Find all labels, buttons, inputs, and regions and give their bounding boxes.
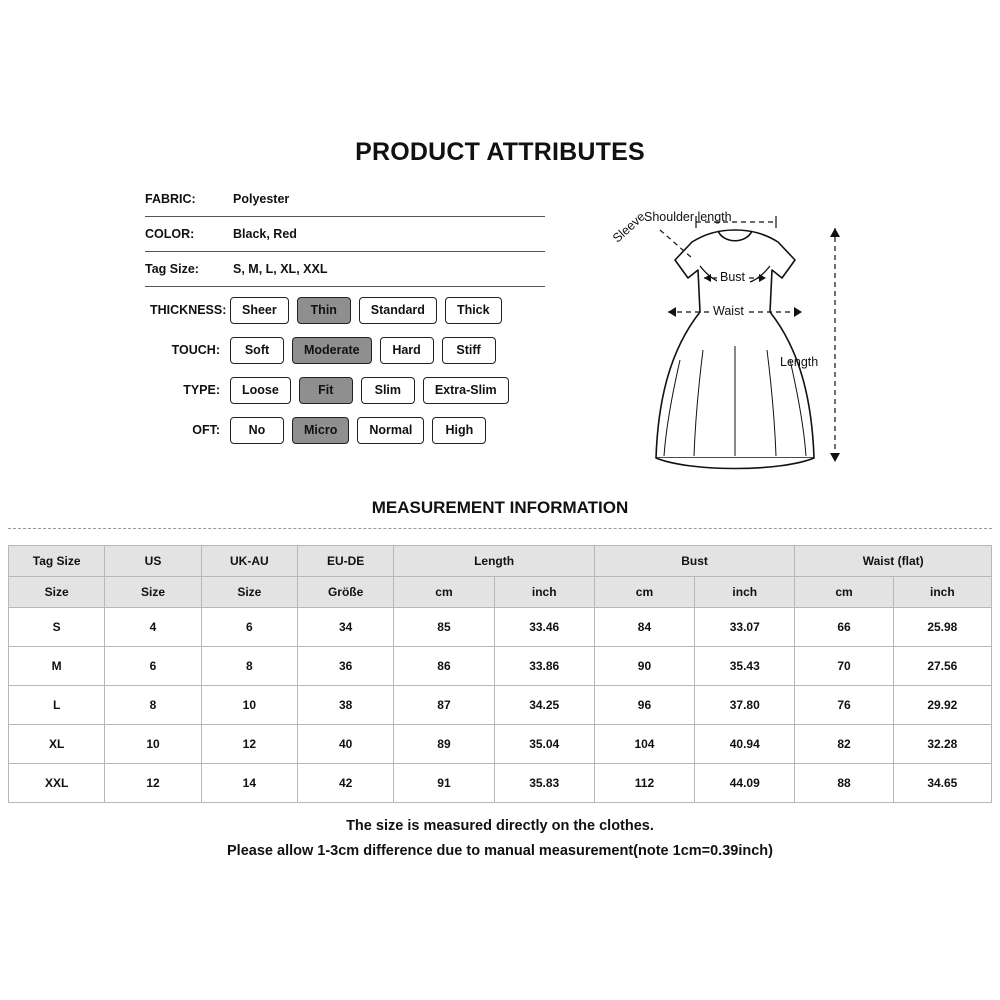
subheader-length-cm: cm: [394, 577, 494, 608]
subheader-waist-cm: cm: [795, 577, 893, 608]
cell: 34.65: [893, 764, 991, 803]
header-uk-au: UK-AU: [201, 546, 297, 577]
option-group-label: TYPE:: [183, 383, 220, 397]
option-group-oft: [150, 410, 570, 450]
measurement-note-2: Please allow 1-3cm difference due to manual measurement(note 1cm=0.39inch): [227, 843, 773, 859]
cell: 6: [105, 647, 201, 686]
dress-diagram: [600, 200, 870, 480]
cell: 34.25: [494, 686, 594, 725]
attribute-label: Tag Size:: [145, 262, 199, 276]
measurement-note-1: The size is measured directly on the clothes.: [346, 818, 654, 834]
table-row: [9, 608, 992, 647]
option-thickness-thin[interactable]: Thin: [297, 297, 351, 324]
cell: 8: [201, 647, 297, 686]
header-length: Length: [394, 546, 595, 577]
cell: 35.43: [695, 647, 795, 686]
cell: 25.98: [893, 608, 991, 647]
cell: 91: [394, 764, 494, 803]
subheader-bust-cm: cm: [594, 577, 694, 608]
option-oft-high[interactable]: High: [432, 417, 486, 444]
cell: XXL: [9, 764, 105, 803]
cell: 85: [394, 608, 494, 647]
cell: 4: [105, 608, 201, 647]
cell: 40.94: [695, 725, 795, 764]
option-group-label: OFT:: [192, 423, 220, 437]
cell: 33.46: [494, 608, 594, 647]
attribute-row: [145, 252, 545, 287]
table-row: [9, 764, 992, 803]
cell: 34: [297, 608, 393, 647]
diagram-label-sleeve: Sleeve: [610, 209, 648, 246]
option-oft-normal[interactable]: Normal: [357, 417, 424, 444]
option-type-loose[interactable]: Loose: [230, 377, 291, 404]
subheader-length-inch: inch: [494, 577, 594, 608]
option-group-touch: [150, 330, 570, 370]
option-group-label: TOUCH:: [171, 343, 220, 357]
option-touch-soft[interactable]: Soft: [230, 337, 284, 364]
table-row: [9, 686, 992, 725]
attribute-row: [145, 182, 545, 217]
attribute-row: [145, 217, 545, 252]
cell: 66: [795, 608, 893, 647]
subheader-size: Size: [9, 577, 105, 608]
header-bust: Bust: [594, 546, 795, 577]
attribute-label: FABRIC:: [145, 192, 196, 206]
option-touch-stiff[interactable]: Stiff: [442, 337, 496, 364]
cell: 12: [105, 764, 201, 803]
dress-illustration-svg: [600, 200, 870, 480]
option-oft-no[interactable]: No: [230, 417, 284, 444]
diagram-label-length: Length: [780, 355, 819, 369]
cell: 35.83: [494, 764, 594, 803]
cell: 14: [201, 764, 297, 803]
cell: 38: [297, 686, 393, 725]
option-type-fit[interactable]: Fit: [299, 377, 353, 404]
cell: 82: [795, 725, 893, 764]
cell: 96: [594, 686, 694, 725]
cell: L: [9, 686, 105, 725]
cell: 40: [297, 725, 393, 764]
cell: 10: [105, 725, 201, 764]
subheader-eu-groesse: Größe: [297, 577, 393, 608]
cell: 88: [795, 764, 893, 803]
option-group-thickness: [150, 290, 570, 330]
attributes-list: [145, 182, 545, 287]
option-thickness-standard[interactable]: Standard: [359, 297, 437, 324]
table-row: [9, 647, 992, 686]
cell: 10: [201, 686, 297, 725]
cell: 44.09: [695, 764, 795, 803]
cell: S: [9, 608, 105, 647]
subheader-us-size: Size: [105, 577, 201, 608]
attribute-value: Polyester: [233, 192, 290, 206]
diagram-label-waist: Waist: [710, 304, 747, 318]
size-table: [8, 545, 992, 803]
attribute-value: S, M, L, XL, XXL: [233, 262, 328, 276]
table-group-header-row: [9, 546, 992, 577]
cell: 89: [394, 725, 494, 764]
cell: 33.07: [695, 608, 795, 647]
cell: 8: [105, 686, 201, 725]
option-thickness-sheer[interactable]: Sheer: [230, 297, 289, 324]
option-group-type: [150, 370, 570, 410]
option-groups: [150, 290, 570, 450]
cell: 42: [297, 764, 393, 803]
option-thickness-thick[interactable]: Thick: [445, 297, 502, 324]
cell: 86: [394, 647, 494, 686]
cell: 70: [795, 647, 893, 686]
option-touch-hard[interactable]: Hard: [380, 337, 434, 364]
cell: 6: [201, 608, 297, 647]
diagram-label-bust: Bust: [717, 270, 748, 284]
header-waist: Waist (flat): [795, 546, 992, 577]
divider: [8, 528, 992, 529]
table-row: [9, 725, 992, 764]
measurement-title: MEASUREMENT INFORMATION: [371, 498, 629, 517]
option-type-slim[interactable]: Slim: [361, 377, 415, 404]
header-tag-size: Tag Size: [9, 546, 105, 577]
header-us: US: [105, 546, 201, 577]
subheader-uk-size: Size: [201, 577, 297, 608]
subheader-bust-inch: inch: [695, 577, 795, 608]
cell: 33.86: [494, 647, 594, 686]
attribute-label: COLOR:: [145, 227, 195, 241]
cell: 12: [201, 725, 297, 764]
cell: 84: [594, 608, 694, 647]
diagram-label-shoulder-length: Shoulder length: [644, 210, 732, 224]
attribute-value: Black, Red: [233, 227, 297, 241]
option-type-extra-slim[interactable]: Extra-Slim: [423, 377, 509, 404]
cell: 76: [795, 686, 893, 725]
cell: 35.04: [494, 725, 594, 764]
cell: 87: [394, 686, 494, 725]
cell: 90: [594, 647, 694, 686]
cell: 32.28: [893, 725, 991, 764]
cell: 112: [594, 764, 694, 803]
cell: 104: [594, 725, 694, 764]
subheader-waist-inch: inch: [893, 577, 991, 608]
header-eu-de: EU-DE: [297, 546, 393, 577]
cell: 36: [297, 647, 393, 686]
cell: 37.80: [695, 686, 795, 725]
option-touch-moderate[interactable]: Moderate: [292, 337, 372, 364]
table-sub-header-row: [9, 577, 992, 608]
option-group-label: THICKNESS:: [150, 303, 227, 317]
cell: XL: [9, 725, 105, 764]
option-oft-micro[interactable]: Micro: [292, 417, 349, 444]
cell: 27.56: [893, 647, 991, 686]
page-title: PRODUCT ATTRIBUTES: [355, 138, 645, 166]
cell: 29.92: [893, 686, 991, 725]
cell: M: [9, 647, 105, 686]
